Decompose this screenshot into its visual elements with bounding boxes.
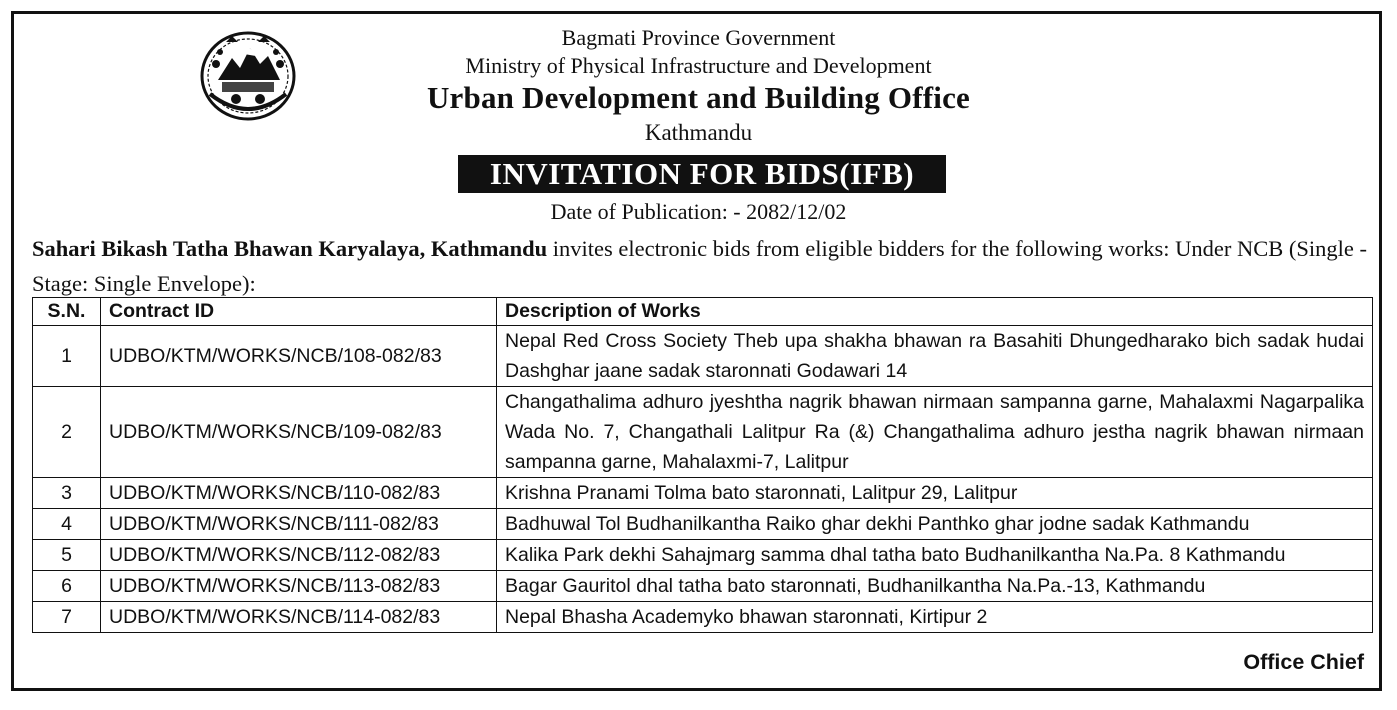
- notice-title: INVITATION FOR BIDS(IFB): [458, 155, 946, 193]
- publication-label: Date of Publication: -: [550, 199, 747, 224]
- row-contract-id: UDBO/KTM/WORKS/NCB/108-082/83: [101, 326, 497, 387]
- intro-issuer: Sahari Bikash Tatha Bhawan Karyalaya, Kathmandu: [32, 236, 548, 261]
- row-sn: 5: [33, 540, 101, 571]
- table-row: [33, 387, 1373, 478]
- row-description: Krishna Pranami Tolma bato staronnati, Lalitpur 29, Lalitpur: [497, 478, 1373, 509]
- row-contract-id: UDBO/KTM/WORKS/NCB/113-082/83: [101, 571, 497, 602]
- intro-paragraph: [32, 231, 1368, 301]
- row-sn: 3: [33, 478, 101, 509]
- publication-date: 2082/12/02: [746, 199, 847, 224]
- row-description: Nepal Red Cross Society Theb upa shakha bhawan ra Basahiti Dhungedharako bich sadak hudai Dashghar jaane sadak staronnati Godawari 14: [497, 326, 1373, 387]
- row-description: Changathalima adhuro jyeshtha nagrik bhawan nirmaan sampanna garne, Mahalaxmi Nagarpalika Wada No. 7, Changathali Lalitpur Ra (&) Changathalima adhuro jestha nagrik bhawan nirmaan sampanna garne, Mahalaxmi-7, Lalitpur: [497, 387, 1373, 478]
- table-row: [33, 602, 1373, 633]
- header-sn: S.N.: [33, 298, 101, 326]
- publication-date-line: [0, 199, 1397, 225]
- government-name: Bagmati Province Government: [561, 25, 836, 50]
- table-row: [33, 326, 1373, 387]
- header-description: Description of Works: [497, 298, 1373, 326]
- table-row: [33, 571, 1373, 602]
- row-sn: 6: [33, 571, 101, 602]
- table-header-row: [33, 298, 1373, 326]
- row-contract-id: UDBO/KTM/WORKS/NCB/114-082/83: [101, 602, 497, 633]
- row-sn: 2: [33, 387, 101, 478]
- row-sn: 4: [33, 509, 101, 540]
- ministry-name: Ministry of Physical Infrastructure and Development: [465, 53, 932, 78]
- row-description: Badhuwal Tol Budhanilkantha Raiko ghar dekhi Panthko ghar jodne sadak Kathmandu: [497, 509, 1373, 540]
- table-row: [33, 478, 1373, 509]
- row-contract-id: UDBO/KTM/WORKS/NCB/110-082/83: [101, 478, 497, 509]
- signatory: Office Chief: [1243, 650, 1364, 674]
- row-description: Nepal Bhasha Academyko bhawan staronnati, Kirtipur 2: [497, 602, 1373, 633]
- header-contract-id: Contract ID: [101, 298, 497, 326]
- table-row: [33, 540, 1373, 571]
- row-description: Kalika Park dekhi Sahajmarg samma dhal tatha bato Budhanilkantha Na.Pa. 8 Kathmandu: [497, 540, 1373, 571]
- office-city: Kathmandu: [644, 120, 753, 145]
- intro-text: invites electronic bids from eligible bidders for the following works: Under NCB (Single -Stage: Single Envelope):: [32, 236, 1368, 296]
- row-contract-id: UDBO/KTM/WORKS/NCB/112-082/83: [101, 540, 497, 571]
- row-description: Bagar Gauritol dhal tatha bato staronnati, Budhanilkantha Na.Pa.-13, Kathmandu: [497, 571, 1373, 602]
- row-sn: 1: [33, 326, 101, 387]
- row-sn: 7: [33, 602, 101, 633]
- table-row: [33, 509, 1373, 540]
- row-contract-id: UDBO/KTM/WORKS/NCB/109-082/83: [101, 387, 497, 478]
- works-table: [32, 297, 1373, 633]
- office-name: Urban Development and Building Office: [426, 80, 971, 115]
- row-contract-id: UDBO/KTM/WORKS/NCB/111-082/83: [101, 509, 497, 540]
